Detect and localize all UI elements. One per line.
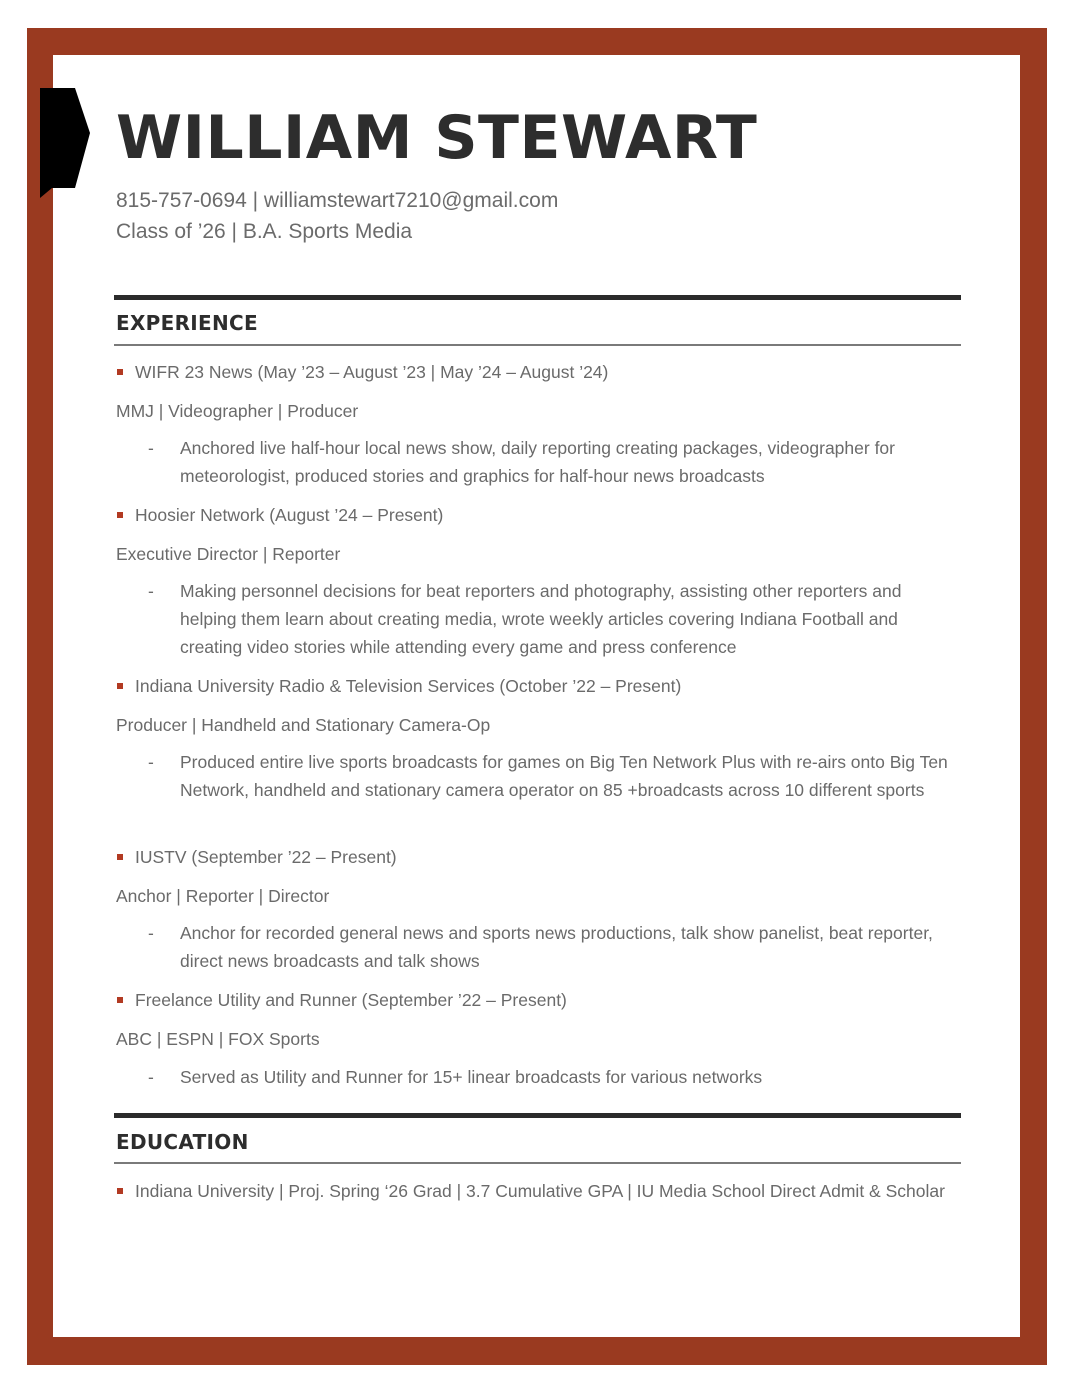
dash-marker: -: [148, 752, 154, 772]
education-top-rule: [114, 1113, 961, 1118]
job-roles: Producer | Handheld and Stationary Camera-Op: [116, 715, 491, 735]
bullet-icon: [117, 1188, 123, 1194]
bullet-icon: [117, 683, 123, 689]
dash-marker: -: [148, 1067, 154, 1087]
job-roles: ABC | ESPN | FOX Sports: [116, 1029, 320, 1049]
experience-heading: EXPERIENCE: [116, 311, 258, 335]
job-description: Served as Utility and Runner for 15+ linear broadcasts for various networks: [180, 1067, 763, 1087]
job-description: Making personnel decisions for beat reporters and photography, assisting other reporters and helping them learn about creating media, wrote weekly articles covering Indiana Football and creating video stories while attending every game and press conference: [180, 581, 902, 657]
job-org: WIFR 23 News (May ’23 – August ’23 | May ’24 – August ’24): [135, 362, 609, 382]
job-description: Produced entire live sports broadcasts for games on Big Ten Network Plus with re-airs onto Big Ten Network, handheld and stationary camera operator on 85 +broadcasts across 10 different sports: [180, 752, 948, 800]
dash-marker: -: [148, 438, 154, 458]
job-org: Indiana University Radio & Television Services (October ’22 – Present): [135, 676, 682, 696]
bullet-icon: [117, 997, 123, 1003]
bullet-icon: [117, 369, 123, 375]
experience-bottom-rule: [114, 344, 961, 346]
candidate-name: WILLIAM STEWART: [116, 103, 758, 173]
job-description: Anchor for recorded general news and sports news productions, talk show panelist, beat reporter, direct news broadcasts and talk shows: [180, 923, 933, 971]
education-entry: Indiana University | Proj. Spring ‘26 Grad | 3.7 Cumulative GPA | IU Media School Direct Admit & Scholar: [135, 1181, 945, 1201]
experience-top-rule: [114, 295, 961, 300]
job-description: Anchored live half-hour local news show, daily reporting creating packages, videographer for meteorologist, produced stories and graphics for half-hour news broadcasts: [180, 438, 895, 486]
dash-marker: -: [148, 923, 154, 943]
job-org: Hoosier Network (August ’24 – Present): [135, 505, 444, 525]
bullet-icon: [117, 512, 123, 518]
header-tab-marker-icon: [40, 88, 90, 198]
job-roles: Executive Director | Reporter: [116, 544, 341, 564]
education-bottom-rule: [114, 1162, 961, 1164]
dash-marker: -: [148, 581, 154, 601]
job-roles: Anchor | Reporter | Director: [116, 886, 330, 906]
job-org: IUSTV (September ’22 – Present): [135, 847, 397, 867]
contact-line: 815-757-0694 | williamstewart7210@gmail.com: [116, 189, 559, 212]
job-roles: MMJ | Videographer | Producer: [116, 401, 359, 421]
job-org: Freelance Utility and Runner (September ’22 – Present): [135, 990, 567, 1010]
education-heading: EDUCATION: [116, 1130, 249, 1154]
class-line: Class of ’26 | B.A. Sports Media: [116, 220, 413, 243]
bullet-icon: [117, 854, 123, 860]
